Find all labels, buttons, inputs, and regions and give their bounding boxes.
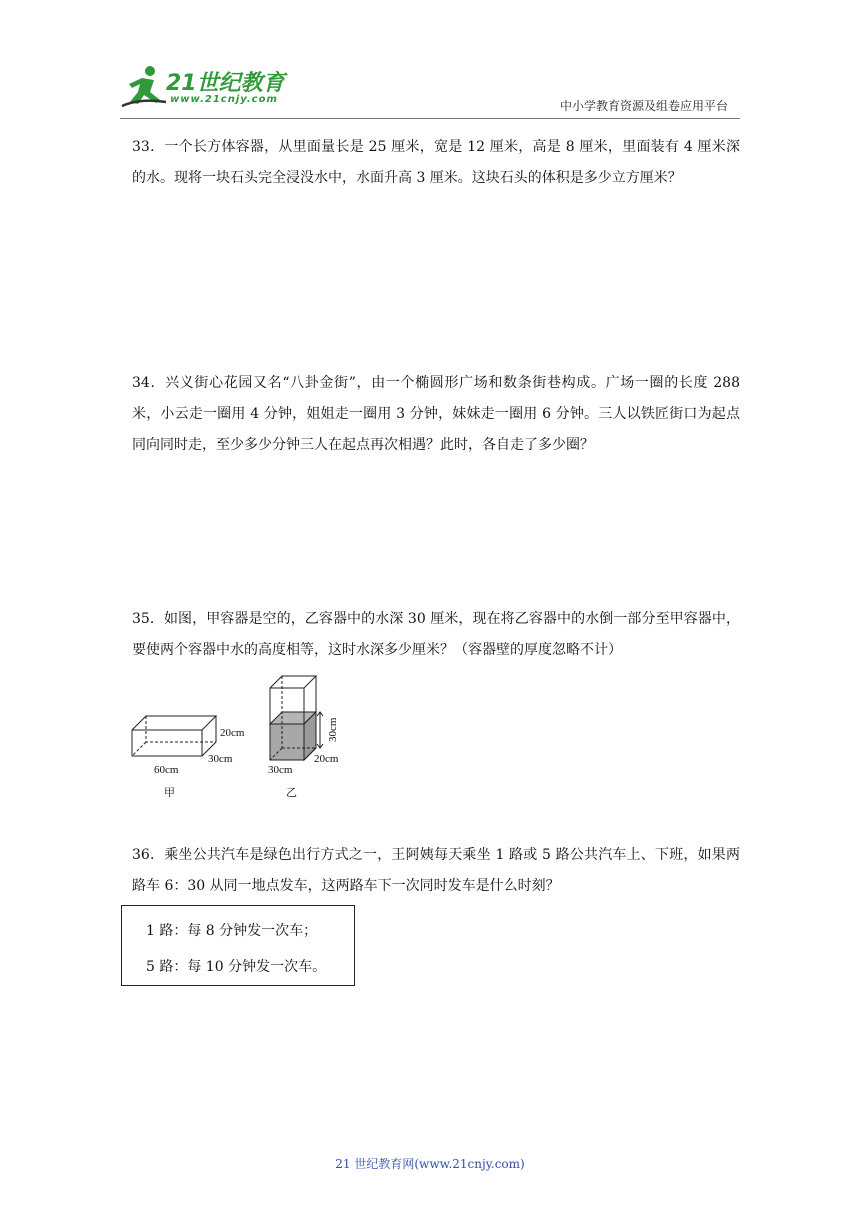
header-divider [120, 118, 740, 119]
question-36 [132, 840, 740, 902]
platform-title: 中小学教育资源及组卷应用平台 [559, 99, 728, 113]
container-figure [126, 672, 386, 807]
bus-route-5: 5 路：每 10 分钟发一次车。 [146, 959, 327, 975]
bus-schedule-box [121, 905, 355, 986]
logo-brand-text: 21世纪教育 [166, 71, 285, 96]
container-jia [132, 716, 216, 756]
container-yi [270, 676, 323, 760]
runner-icon [120, 62, 168, 112]
page-header [0, 0, 860, 125]
bus-route-1: 1 路：每 8 分钟发一次车； [146, 923, 318, 939]
question-35-text: 35．如图，甲容器是空的，乙容器中的水深 30 厘米，现在将乙容器中的水倒一部分至甲容器中，要使两个容器中水的高度相等，这时水深多少厘米？（容器壁的厚度忽略不计） [132, 611, 740, 658]
yi-name-label: 乙 [286, 787, 297, 799]
question-35 [132, 604, 740, 666]
logo-url-text: www.21cnjy.com [170, 94, 278, 105]
jia-name-label: 甲 [164, 787, 175, 799]
question-34-text: 34．兴义街心花园又名“八卦金街”，由一个椭圆形广场和数条街巷构成。广场一圈的长度 288 米，小云走一圈用 4 分钟，姐姐走一圈用 3 分钟，妹妹走一圈用 6 分钟。三人以铁匠街口为起点同向同时走，至少多少分钟三人在起点再次相遇？此时，各自走了多少圈？ [132, 375, 740, 453]
yi-length-label: 30cm [268, 764, 293, 776]
logo [120, 62, 300, 118]
question-36-text: 36．乘坐公共汽车是绿色出行方式之一，王阿姨每天乘坐 1 路或 5 路公共汽车上、下班，如果两路车 6：30 从同一地点发车，这两路车下一次同时发车是什么时刻？ [132, 847, 740, 894]
question-33 [132, 132, 740, 194]
jia-height-label: 20cm [220, 727, 245, 739]
page-footer[interactable]: 21 世纪教育网(www.21cnjy.com) [335, 1157, 525, 1171]
yi-water-label: 30cm [327, 717, 339, 742]
jia-length-label: 60cm [154, 764, 179, 776]
jia-width-label: 30cm [208, 753, 233, 765]
question-33-text: 33．一个长方体容器，从里面量长是 25 厘米，宽是 12 厘米，高是 8 厘米，里面装有 4 厘米深的水。现将一块石头完全浸没水中，水面升高 3 厘米。这块石头的体积是多少立方厘米？ [132, 139, 740, 186]
yi-width-label: 20cm [314, 753, 339, 765]
question-34 [132, 368, 740, 461]
